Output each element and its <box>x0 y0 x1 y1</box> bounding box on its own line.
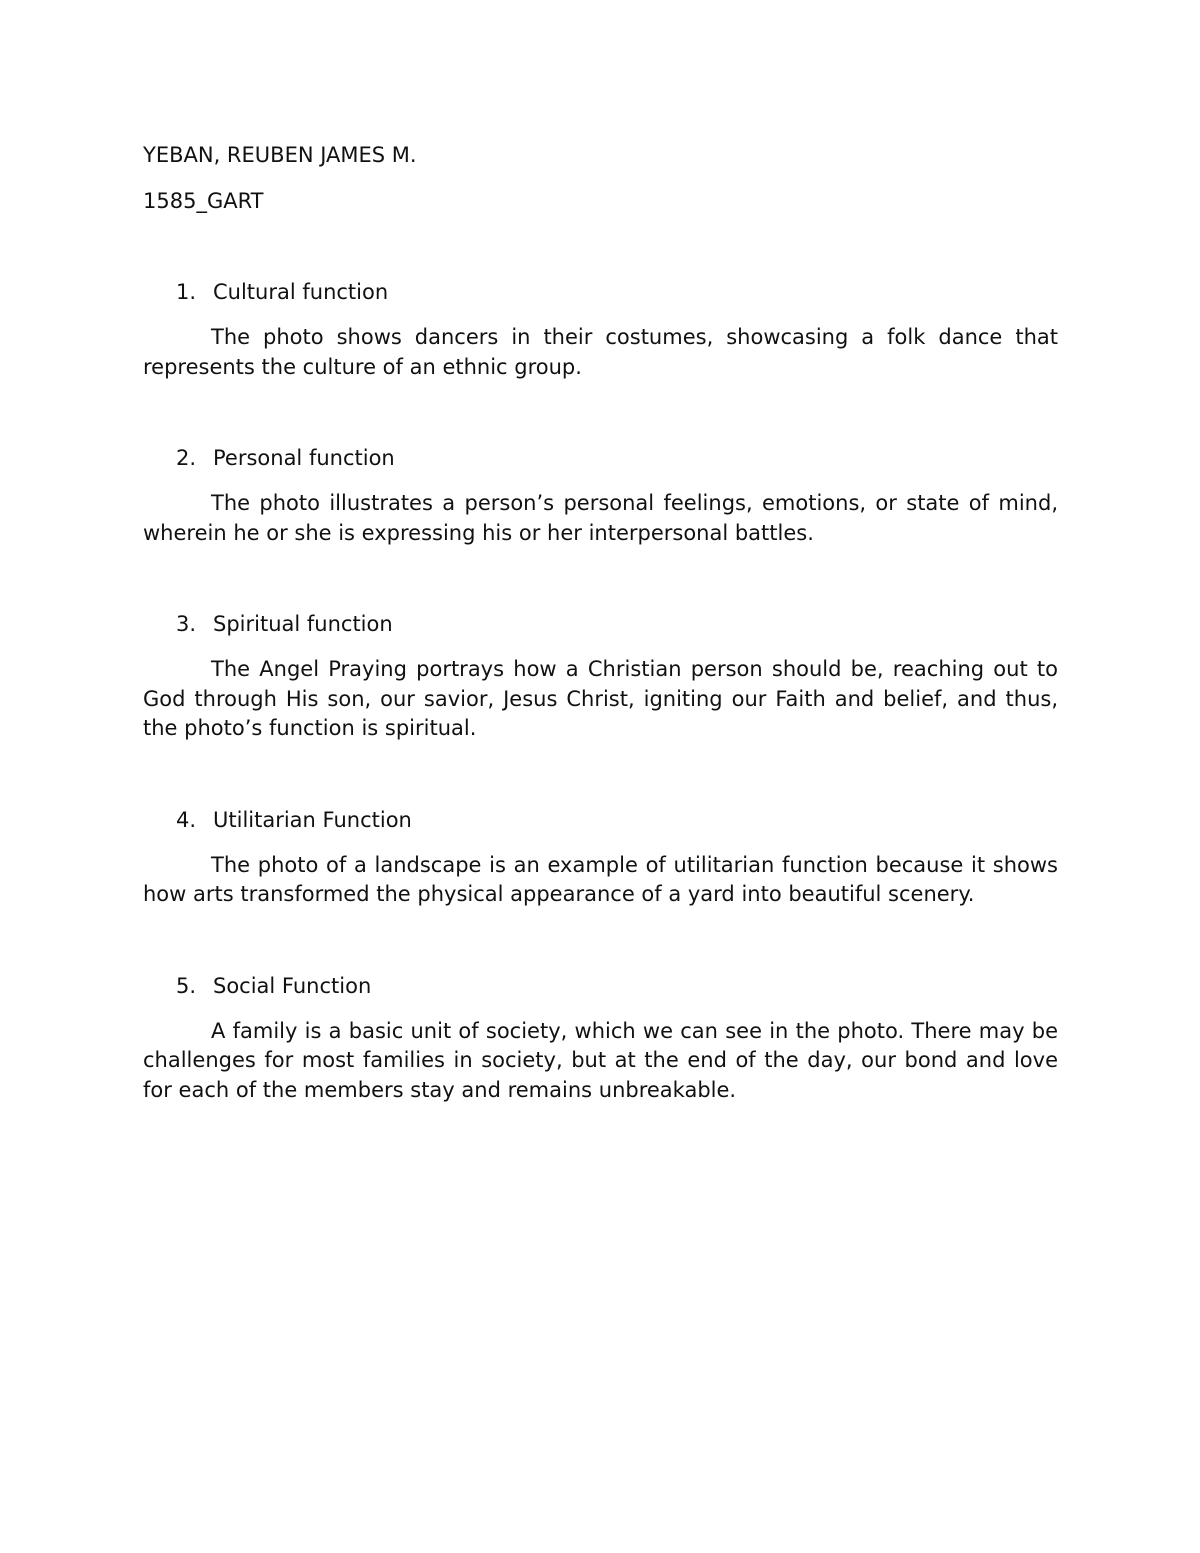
item-body: The Angel Praying portrays how a Christian person should be, reaching out to God through His son, our savior, Jesus Christ, igniting our Faith and belief, and thus, the photo’s function is spiritual. <box>143 657 1058 740</box>
item-number: 1. <box>176 280 197 304</box>
item-title: Personal function <box>213 446 395 470</box>
function-item-personal <box>143 443 1058 548</box>
item-body: A family is a basic unit of society, which we can see in the photo. There may be challenges for most families in society, but at the end of the day, our bond and love for each of the members stay and remains unbreakable. <box>143 1018 1058 1102</box>
function-item-social <box>143 971 1058 1106</box>
item-title: Social Function <box>213 973 372 998</box>
student-name: YEBAN, REUBEN JAMES M. <box>143 143 417 167</box>
item-heading <box>143 805 1058 835</box>
function-item-spiritual <box>143 609 1058 744</box>
item-title: Utilitarian Function <box>213 807 412 832</box>
item-number: 3. <box>176 612 197 636</box>
item-heading <box>143 609 1058 639</box>
course-code: 1585_GART <box>143 189 264 213</box>
item-number: 2. <box>176 446 197 470</box>
document-content <box>143 140 1058 1105</box>
item-body: The photo shows dancers in their costumes, showcasing a folk dance that represents the culture of an ethnic group. <box>143 325 1058 379</box>
item-title: Spiritual function <box>213 612 393 636</box>
item-heading <box>143 443 1058 473</box>
function-item-cultural <box>143 277 1058 382</box>
function-item-utilitarian <box>143 805 1058 910</box>
item-body: The photo illustrates a person’s personal feelings, emotions, or state of mind, wherein he or she is expressing his or her interpersonal battles. <box>143 491 1058 545</box>
item-number: 4. <box>176 807 197 832</box>
item-number: 5. <box>176 973 197 998</box>
item-body: The photo of a landscape is an example of utilitarian function because it shows how arts transformed the physical appearance of a yard into beautiful scenery. <box>143 852 1058 906</box>
item-title: Cultural function <box>213 280 389 304</box>
item-heading <box>143 277 1058 307</box>
item-heading <box>143 971 1058 1001</box>
